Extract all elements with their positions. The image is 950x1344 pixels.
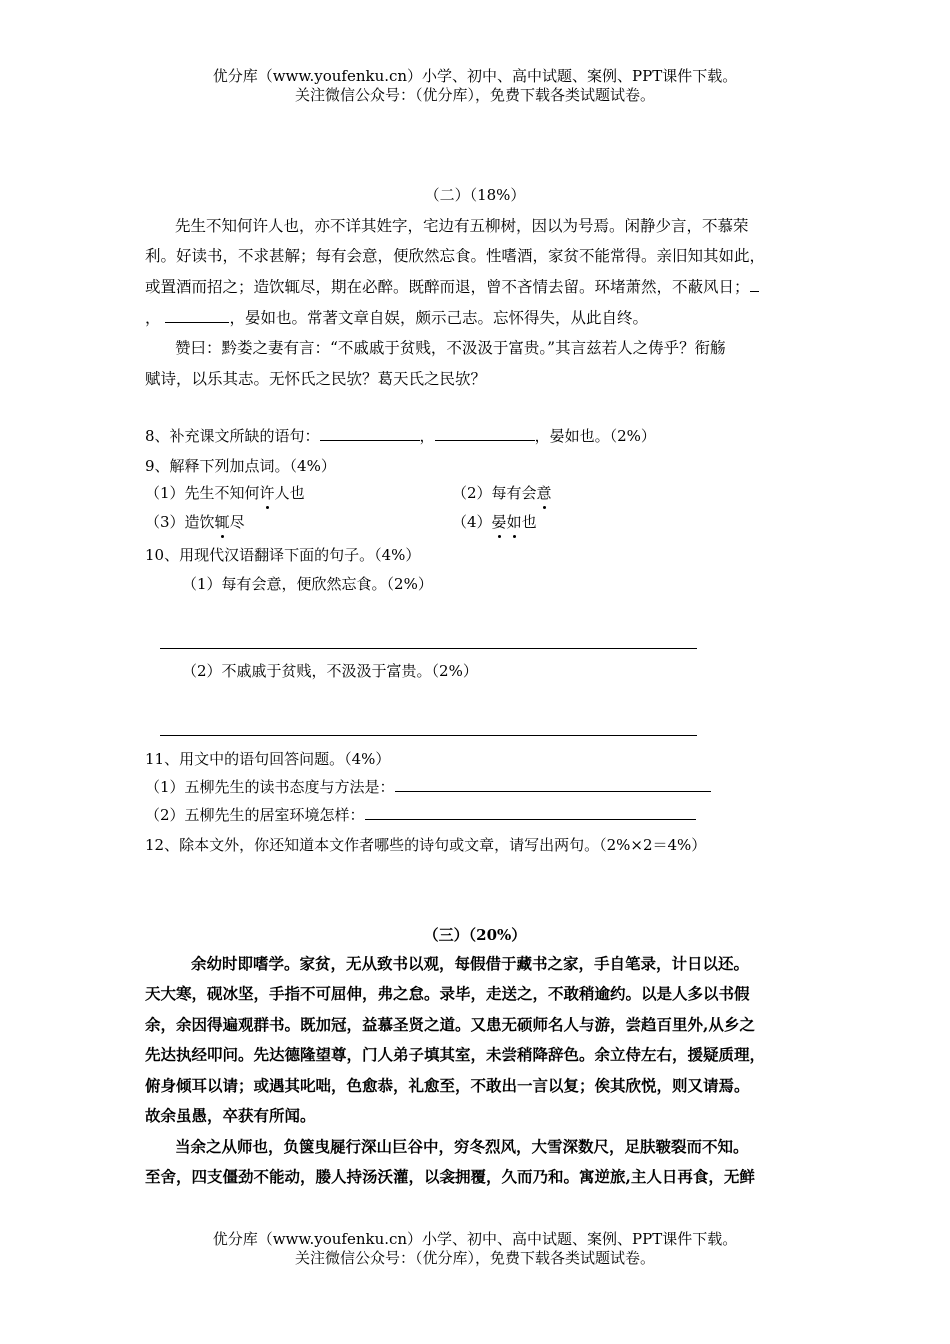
passage2-text: 或置酒而招之；造饮辄尽，期在必醉。既醉而退，曾不吝情去留。环堵萧然，不蔽风日； bbox=[145, 278, 750, 296]
item-text: （4） bbox=[452, 513, 492, 531]
passage3-line: 故余虽愚，卒获有所闻。 bbox=[145, 1106, 316, 1125]
question-9-item-3 bbox=[145, 512, 245, 532]
item-text: 也 bbox=[521, 513, 537, 531]
question-10-title: 10、用现代汉语翻译下面的句子。（4%） bbox=[145, 546, 421, 564]
fill-blank[interactable] bbox=[750, 277, 759, 292]
question-10-sentence-2: （2）不戚戚于贫贱，不汲汲于富贵。（2%） bbox=[182, 662, 478, 680]
passage2-line: 赋诗，以乐其志。无怀氏之民欤？葛天氏之民欤？ bbox=[145, 370, 487, 388]
question-8-text: ，晏如也。（2%） bbox=[534, 427, 656, 445]
passage3-line: 余幼时即嗜学。家贫，无从致书以观，每假借于藏书之家，手自笔录，计日以还。 bbox=[191, 954, 750, 973]
section3-title: （三）（20%） bbox=[423, 926, 527, 944]
fill-blank[interactable] bbox=[165, 308, 229, 323]
item-text: 尽 bbox=[229, 513, 245, 531]
header-line-2: 关注微信公众号：（优分库），免费下载各类试题试卷。 bbox=[294, 86, 655, 104]
answer-line[interactable] bbox=[160, 735, 697, 736]
question-9-item-4 bbox=[452, 512, 537, 532]
question-8-text: ， bbox=[419, 427, 435, 445]
passage3-line: 先达执经叩问。先达德隆望尊，门人弟子填其室，未尝稍降辞色。余立侍左右，援疑质理， bbox=[145, 1045, 766, 1064]
passage3-line: 俯身倾耳以请；或遇其叱咄，色愈恭，礼愈至，不敢出一言以复；俟其欣悦，则又请焉。 bbox=[145, 1076, 750, 1095]
item-text: 人也 bbox=[274, 484, 305, 502]
item-text: （2）每有会 bbox=[452, 484, 537, 502]
item-text: （1）五柳先生的读书态度与方法是： bbox=[145, 778, 395, 796]
passage2-text: ，晏如也。常著文章自娱，颇示己志。忘怀得失，从此自终。 bbox=[229, 309, 648, 327]
passage2-line bbox=[145, 308, 648, 328]
passage2-text: ， bbox=[145, 309, 161, 327]
question-11-title: 11、用文中的语句回答问题。（4%） bbox=[145, 750, 391, 768]
dotted-word: 晏 bbox=[491, 513, 507, 531]
passage3-line: 余，余因得遍观群书。既加冠，益慕圣贤之道。又患无硕师名人与游，尝趋百里外,从乡之 bbox=[145, 1015, 755, 1034]
question-9-title: 9、解释下列加点词。（4%） bbox=[145, 457, 336, 475]
question-10-sentence-1: （1）每有会意，便欣然忘食。（2%） bbox=[182, 575, 433, 593]
question-8 bbox=[145, 426, 656, 446]
question-12: 12、除本文外，你还知道本文作者哪些的诗句或文章，请写出两句。（2%×2＝4%） bbox=[145, 836, 707, 854]
footer-line-2: 关注微信公众号：（优分库），免费下载各类试题试卷。 bbox=[294, 1249, 655, 1267]
question-11-item-2 bbox=[145, 805, 696, 825]
passage2-line: 利。好读书，不求甚解；每有会意，便欣然忘食。性嗜酒，家贫不能常得。亲旧知其如此， bbox=[145, 247, 766, 265]
passage3-line: 至舍，四支僵劲不能动，媵人持汤沃灌，以衾拥覆，久而乃和。寓逆旅,主人日再食，无鲜 bbox=[145, 1167, 755, 1186]
header-line-1: 优分库（www.youfenku.cn）小学、初中、高中试题、案例、PPT课件下载。 bbox=[212, 67, 738, 85]
passage3-line: 天大寒，砚冰坚，手指不可屈伸，弗之怠。录毕，走送之，不敢稍逾约。以是人多以书假 bbox=[145, 984, 750, 1003]
item-text: （2）五柳先生的居室环境怎样： bbox=[145, 806, 365, 824]
answer-line[interactable] bbox=[160, 648, 697, 649]
section2-title: （二）（18%） bbox=[424, 186, 526, 204]
question-9-item-1 bbox=[145, 483, 305, 503]
answer-blank[interactable] bbox=[395, 777, 711, 792]
question-9-item-2 bbox=[452, 483, 552, 503]
passage2-line: 先生不知何许人也，亦不详其姓字，宅边有五柳树，因以为号焉。闲静少言，不慕荣 bbox=[175, 217, 749, 235]
dotted-word: 意 bbox=[536, 484, 552, 502]
passage2-line: 赞曰：黔娄之妻有言：“不戚戚于贫贱，不汲汲于富贵。”其言兹若人之俦乎？衔觞 bbox=[175, 339, 726, 357]
dotted-word: 如 bbox=[506, 513, 522, 531]
dotted-word: 辄 bbox=[214, 513, 230, 531]
passage3-line: 当余之从师也，负箧曳屣行深山巨谷中，穷冬烈风，大雪深数尺，足肤皲裂而不知。 bbox=[175, 1137, 749, 1156]
answer-blank[interactable] bbox=[435, 426, 535, 441]
item-text: （3）造饮 bbox=[145, 513, 215, 531]
item-text: （1）先生不知何 bbox=[145, 484, 260, 502]
passage2-line bbox=[145, 277, 759, 297]
question-11-item-1 bbox=[145, 777, 711, 797]
footer-line-1: 优分库（www.youfenku.cn）小学、初中、高中试题、案例、PPT课件下载。 bbox=[212, 1230, 738, 1248]
answer-blank[interactable] bbox=[320, 426, 420, 441]
dotted-word: 许 bbox=[259, 484, 275, 502]
question-8-text: 8、补充课文所缺的语句： bbox=[145, 427, 320, 445]
answer-blank[interactable] bbox=[365, 805, 696, 820]
